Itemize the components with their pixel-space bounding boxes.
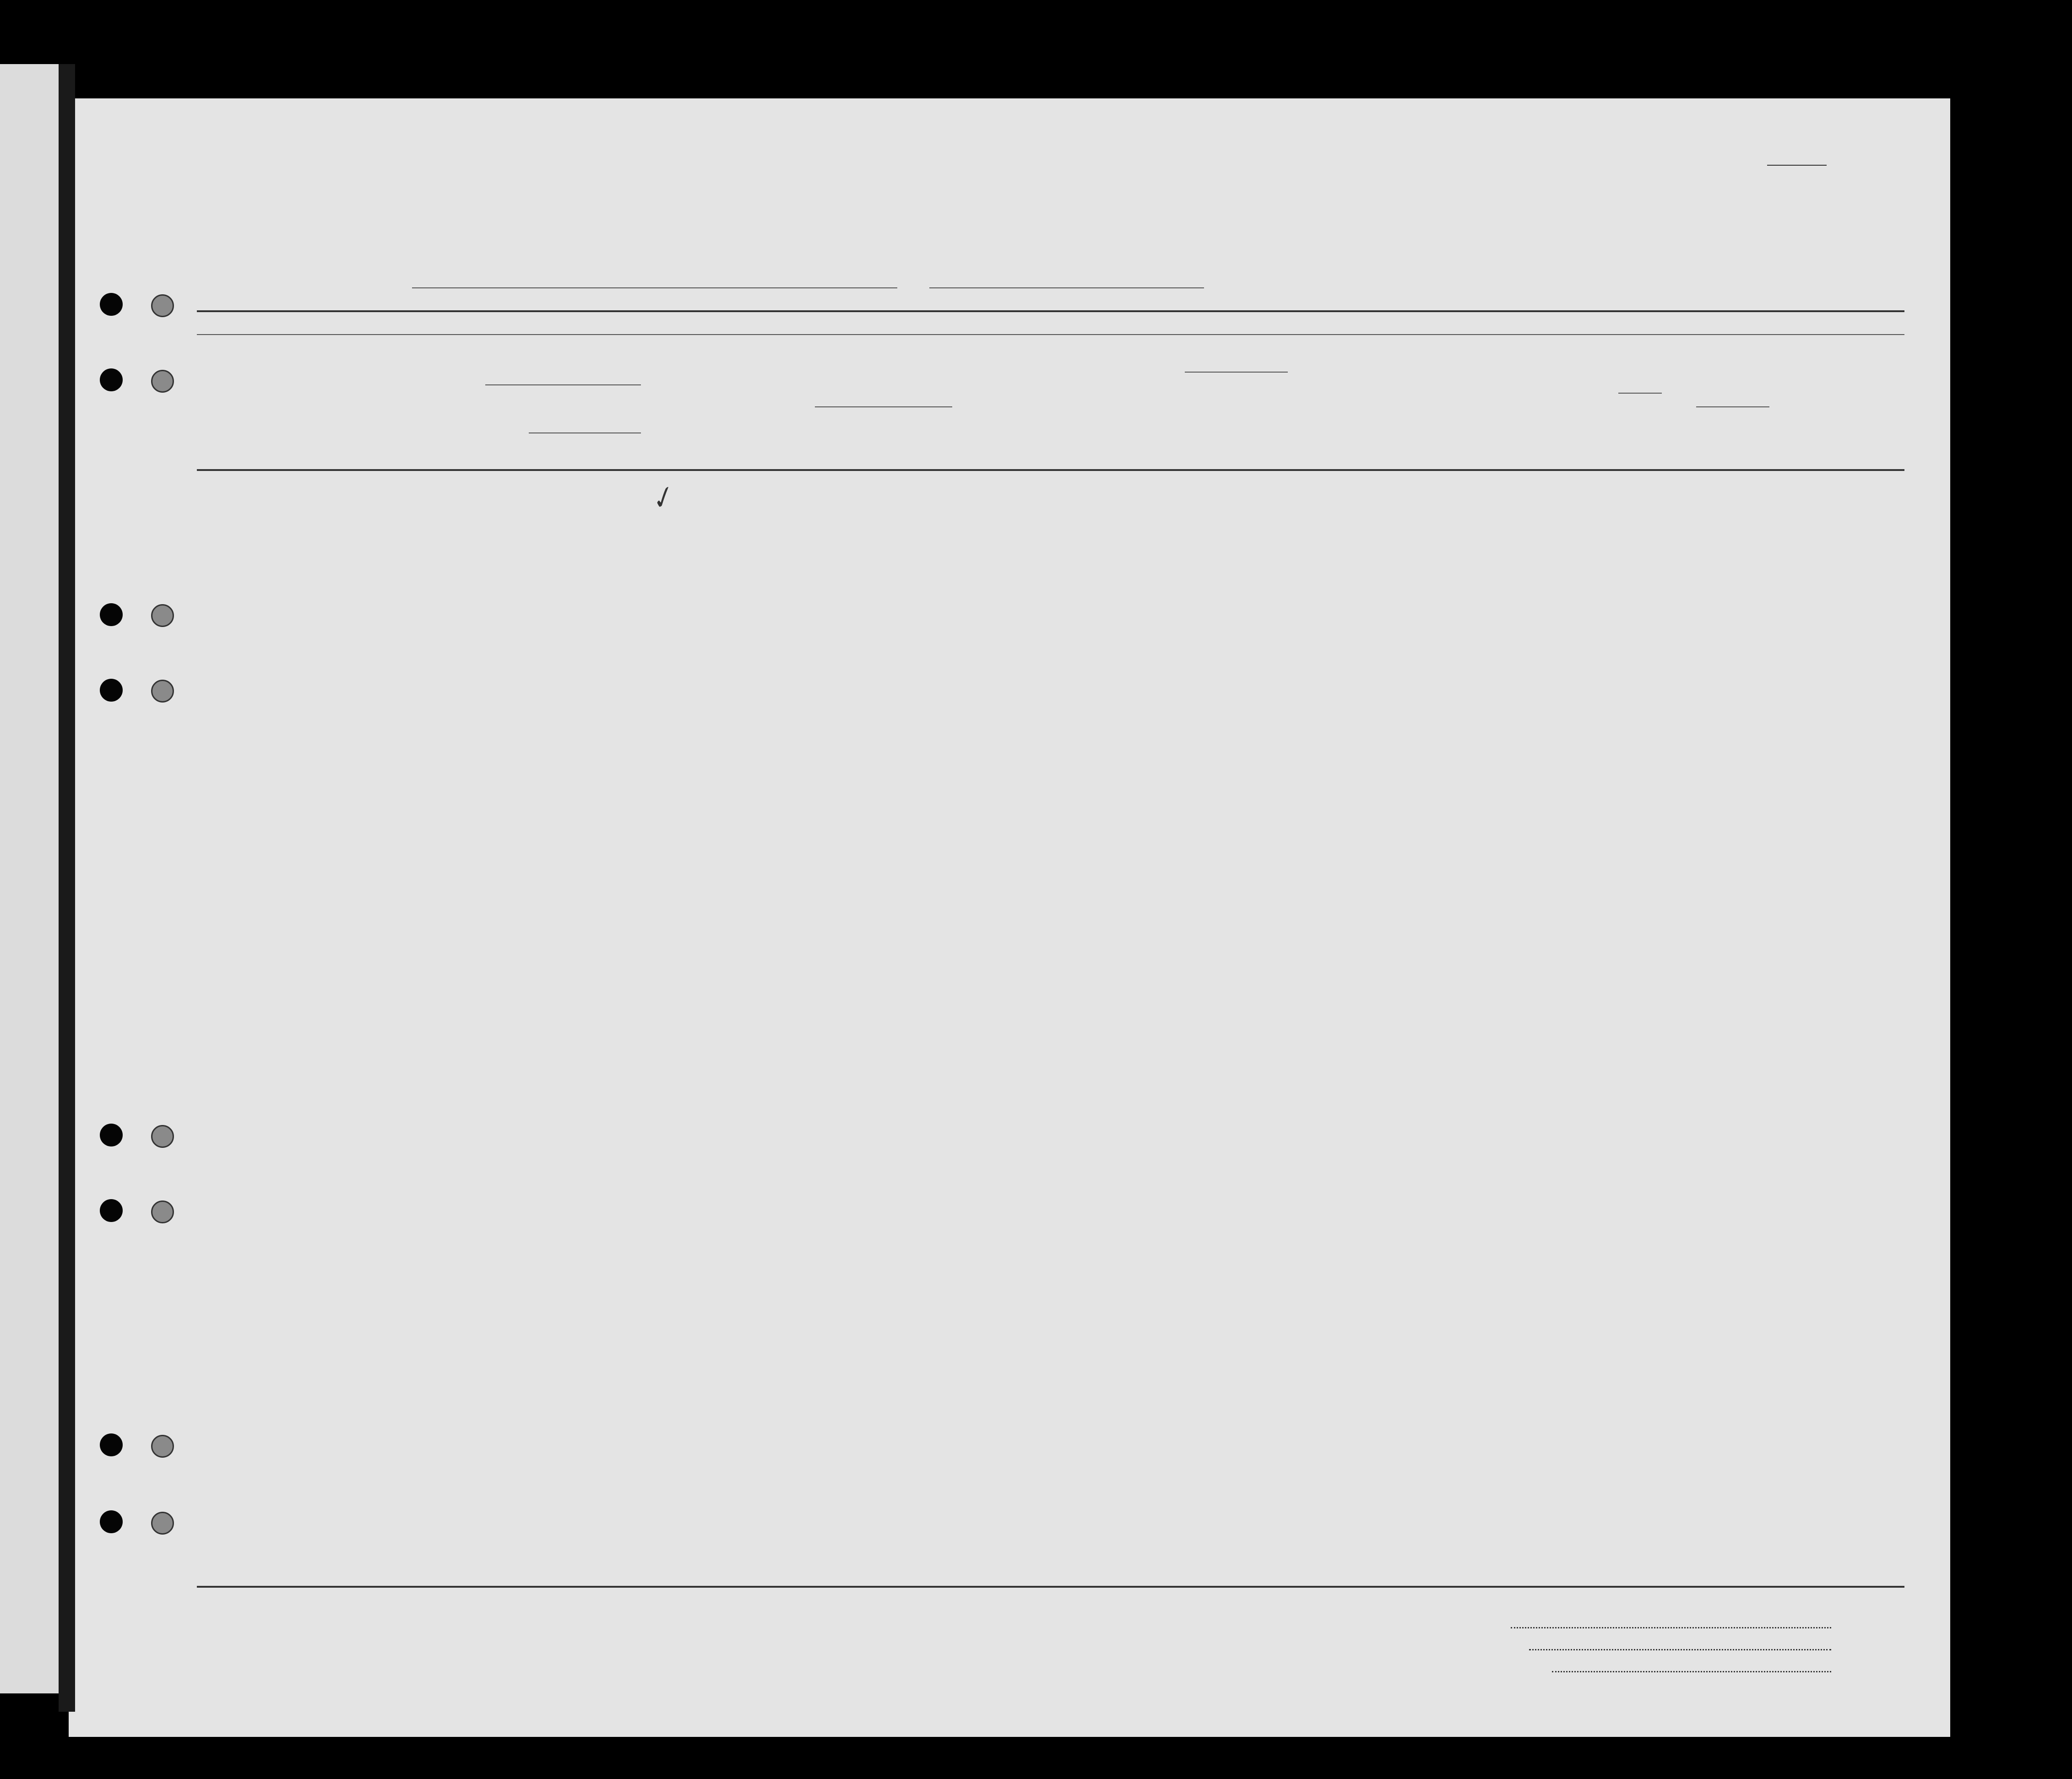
c22-subrule	[815, 406, 952, 407]
hdr-length	[1224, 375, 1252, 467]
date-underline	[929, 287, 1204, 288]
punch-hole	[100, 1124, 123, 1146]
punch-hole	[151, 1125, 174, 1148]
port-underline	[412, 287, 897, 288]
table-top-border	[197, 310, 1904, 312]
punch-hole	[100, 368, 123, 391]
binding-edge	[59, 64, 75, 1712]
punch-hole	[100, 1510, 123, 1533]
agents-field[interactable]	[1552, 1671, 1831, 1673]
c34-subrule	[1618, 393, 1662, 394]
punch-hole	[100, 1433, 123, 1456]
punch-hole	[151, 604, 174, 627]
hdr-return	[1188, 375, 1216, 467]
c18-subrule	[485, 384, 641, 385]
hdr-citizen	[1259, 375, 1284, 467]
table-bottom-border	[197, 1586, 1904, 1588]
punch-hole	[151, 294, 174, 317]
owners-field[interactable]	[1529, 1649, 1831, 1651]
punch-hole	[100, 603, 123, 626]
punch-hole	[100, 679, 123, 702]
manifest-page	[69, 98, 1950, 1737]
punch-hole	[151, 1435, 174, 1458]
check-mark: ✓	[644, 479, 679, 519]
punch-hole	[151, 370, 174, 393]
header-bottom-border	[197, 469, 1904, 471]
c36-subrule	[1696, 406, 1769, 407]
punch-hole	[100, 1199, 123, 1222]
column-number-rule	[197, 334, 1904, 335]
punch-hole	[100, 293, 123, 316]
punch-hole	[151, 680, 174, 703]
line-field[interactable]	[1511, 1627, 1831, 1629]
list-underline	[1767, 165, 1827, 166]
c24-subrule	[1185, 372, 1288, 373]
punch-hole	[151, 1512, 174, 1535]
punch-hole	[151, 1200, 174, 1223]
